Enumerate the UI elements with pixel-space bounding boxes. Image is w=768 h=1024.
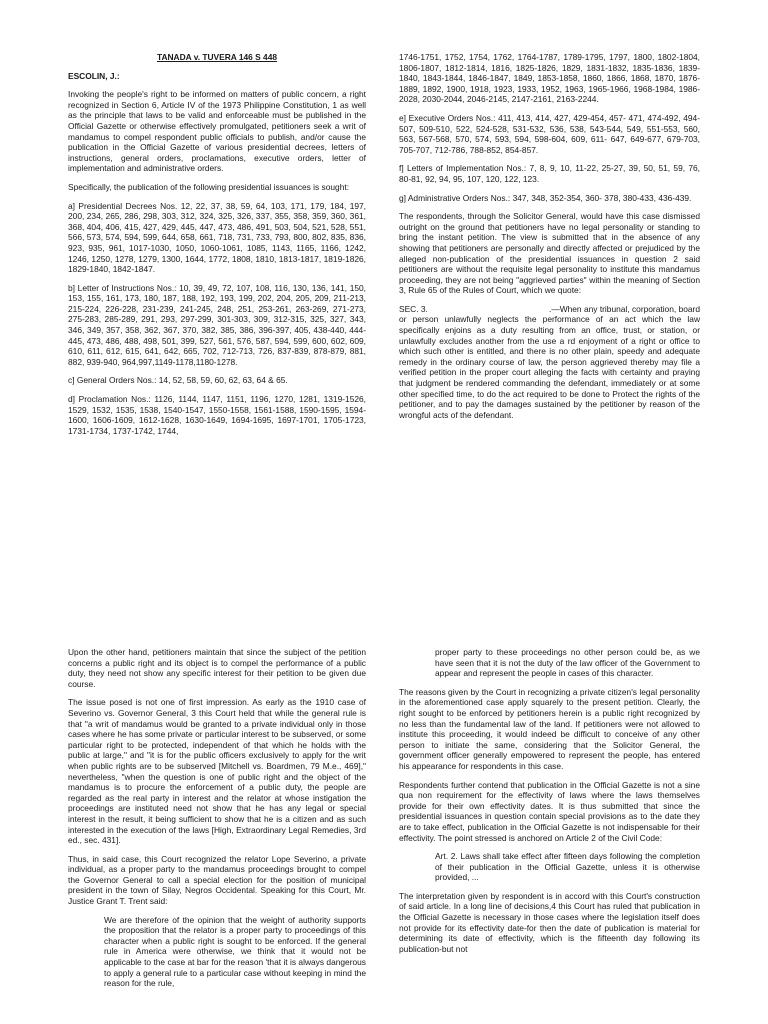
paragraph: b] Letter of Instructions Nos.: 10, 39, 49, 72, 107, 108, 116, 130, 136, 141, 150, 153, 155, 161, 173, 180, 187, 188, 192, 193, 199, 202, 204, 205, 209, 211-213, 215-224, 226-228, 231-239, 241-245, 248, 251, 253-261, 263-269, 271-273, 275-283, 285-289, 291, 293, 297-299, 301-303, 309, 312-315, 325, 327, 343, 346, 349, 357, 358, 362, 367, 370, 382, 385, 386, 396-397, 405, 438-440, 444- 445, 473, 486, 488, 498, 501, 399, 527, 561, 576, 587, 594, 599, 600, 602, 609, 610, 611, 612, 615, 641, 642, 665, 702, 712-713, 726, 837-839, 878-879, 881, 882, 939-940, 964,997,1149-1178,1180-1278. xyxy=(68,282,366,367)
paragraph: e] Executive Orders Nos.: 411, 413, 414, 427, 429-454, 457- 471, 474-492, 494-507, 509-510, 522, 524-528, 531-532, 536, 538, 543-544, 549, 551-553, 560, 563, 567-568, 570, 574, 593, 594, 598-604, 609, 611- 647, 649-677, 679-703, 705-707, 712-786, 788-852, 854-857. xyxy=(399,112,700,155)
column-bottom-left xyxy=(68,647,366,997)
paragraph: g] Administrative Orders Nos.: 347, 348, 352-354, 360- 378, 380-433, 436-439. xyxy=(399,192,692,203)
section-text: .—When any tribunal, corporation, board or person unlawfully neglects the performance of an act which the law specifically enjoins as a duty resulting from an office, trust, or station, or unlawfully excludes another from the use a rd enjoyment of a right or office to which such other is entitled, and there is no other plain, speedy and adequate remedy in the ordinary course of law, the person aggrieved thereby may file a verified petition in the proper court alleging the facts with certainty and praying that judgment be rendered commanding the defendant, immediately or at some other specified time, to do the act required to be done to Protect the rights of the petitioner, and to pay the damages sustained by the petitioner by reason of the wrongful acts of the defendant. xyxy=(399,303,700,420)
block-quote: Art. 2. Laws shall take effect after fifteen days following the completion of their publication in the Official Gazette, unless it is otherwise provided, ... xyxy=(435,851,700,883)
rule-section-quote xyxy=(399,304,700,421)
section-label: SEC. 3. xyxy=(399,303,428,314)
block-quote: We are therefore of the opinion that the weight of authority supports the proposition that the relator is a proper party to proceedings of this character when a public right is sought to be enforced. If the general rule in America were otherwise, we think that it would not be applicable to the case at bar for the reason 'that it is always dangerous to apply a general rule to a particular case without keeping in mind the reason for the rule, xyxy=(104,914,366,989)
paragraph: d] Proclamation Nos.: 1126, 1144, 1147, 1151, 1196, 1270, 1281, 1319-1526, 1529, 1532, 1535, 1538, 1540-1547, 1550-1558, 1561-1588, 1590-1595, 1594-1600, 1606-1609, 1612-1628, 1630-1649, 1694-1695, 1697-1701, 1705-1723, 1731-1734, 1737-1742, 1744, xyxy=(68,394,366,436)
paragraph: a] Presidential Decrees Nos. 12, 22, 37, 38, 59, 64, 103, 171, 179, 184, 197, 200, 234, 265, 286, 298, 303, 312, 324, 325, 326, 337, 355, 358, 359, 360, 361, 368, 404, 406, 415, 427, 429, 445, 447, 473, 486, 491, 503, 504, 521, 528, 551, 566, 573, 574, 594, 599, 644, 658, 661, 718, 731, 733, 793, 800, 802, 835, 836, 923, 935, 961, 1017-1030, 1050, 1060-1061, 1085, 1143, 1165, 1166, 1242, 1246, 1250, 1278, 1279, 1300, 1644, 1772, 1808, 1810, 1813-1817, 1819-1826, 1829-1840, 1842-1847. xyxy=(68,200,366,275)
case-title: TANADA v. TUVERA 146 S 448 xyxy=(156,52,278,62)
paragraph: Thus, in said case, this Court recognized the relator Lope Severino, a private individual, as a proper party to the mandamus proceedings brought to compel the Governor General to call a special election for the position of municipal president in the town of Silay, Negros Occidental. Speaking for this Court, Mr. Justice Grant T. Trent said: xyxy=(68,853,366,907)
paragraph: The issue posed is not one of first impression. As early as the 1910 case of Severino vs. Governor General, 3 this Court held that while the general rule is that "a writ of mandamus would be granted to a private individual only in those cases where he has some private or particular interest to be subserved, or some particular right to be protected, independent of that which he holds with the public at large," and "it is for the public officers exclusively to apply for the writ when public rights are to be subserved [Mitchell vs. Boardmen, 79 M.e., 469]," nevertheless, "when the question is one of public right and the object of the mandamus is to procure the enforcement of a public duty, the people are regarded as the real party in interest and the relator at whose instigation the proceedings are instituted need not show that he has any legal or special interest in the result, it being sufficient to show that he is a citizen and as such interested in the execution of the laws [High, Extraordinary Legal Remedies, 3rd ed., sec. 431]. xyxy=(68,697,366,846)
paragraph: The interpretation given by respondent is in accord with this Court's construction of said article. In a long line of decisions,4 this Court has ruled that publication in the Official Gazette is necessary in those cases where the legislation itself does not provide for its effectivity date-for then the date of publication is material for determining its date of effectivity, which is the fifteenth day following its publication-but not xyxy=(399,890,700,954)
paragraph: f] Letters of Implementation Nos.: 7, 8, 9, 10, 11-22, 25-27, 39, 50, 51, 59, 76, 80-81, 92, 94, 95, 107, 120, 122, 123. xyxy=(399,163,700,184)
paragraph: 1746-1751, 1752, 1754, 1762, 1764-1787, 1789-1795, 1797, 1800, 1802-1804, 1806-1807, 1812-1814, 1816, 1825-1826, 1829, 1831-1832, 1835-1836, 1839-1840, 1843-1844, 1846-1847, 1849, 1853-1858, 1860, 1866, 1868, 1870, 1876-1889, 1892, 1900, 1918, 1923, 1933, 1952, 1963, 1965-1966, 1968-1984, 1986-2028, 2030-2044, 2046-2145, 2147-2161, 2163-2244. xyxy=(399,52,700,105)
column-top-left xyxy=(68,52,366,444)
paragraph: Upon the other hand, petitioners maintain that since the subject of the petition concerns a public right and its object is to compel the performance of a public duty, they need not show any specific interest for their petition to be given due course. xyxy=(68,647,366,689)
column-bottom-right xyxy=(399,647,700,962)
paragraph: Respondents further contend that publication in the Official Gazette is not a sine qua non requirement for the effectivity of laws where the laws themselves provide for their own effectivity dates. It is thus submitted that since the presidential issuances in question contain special provisions as to the date they are to take effect, publication in the Official Gazette is not indispensable for their effectivity. The point stressed is anchored on Article 2 of the Civil Code: xyxy=(399,779,700,843)
paragraph: Specifically, the publication of the following presidential issuances is sought: xyxy=(68,181,350,192)
paragraph: The respondents, through the Solicitor General, would have this case dismissed outright on the ground that petitioners have no legal personality or standing to bring the instant petition. The view is submitted that in the absence of any showing that petitioners are personally and directly affected or prejudiced by the alleged non-publication of the presidential issuances in question 2 said petitioners are without the requisite legal personality to institute this mandamus proceeding, they are not being "aggrieved parties" within the meaning of Section 3, Rule 65 of the Rules of Court, which we quote: xyxy=(399,211,700,296)
ponente-name: ESCOLIN, J.: xyxy=(68,70,120,81)
paragraph: c] General Orders Nos.: 14, 52, 58, 59, 60, 62, 63, 64 & 65. xyxy=(68,375,288,386)
paragraph: Invoking the people's right to be informed on matters of public concern, a right recognized in Section 6, Article IV of the 1973 Philippine Constitution, 1 as well as the principle that laws to be valid and enforceable must be published in the Official Gazette or otherwise effectively promulgated, petitioners seek a writ of mandamus to compel respondent public officials to publish, and/or cause the publication in the Official Gazette of various presidential decrees, letters of instructions, general orders, proclamations, executive orders, letter of implementation and administrative orders. xyxy=(68,89,366,174)
block-quote: proper party to these proceedings no other person could be, as we have seen that it is not the duty of the law officer of the Government to appear and represent the people in cases of this character. xyxy=(435,647,700,679)
paragraph: The reasons given by the Court in recognizing a private citizen's legal personality in the aforementioned case apply squarely to the present petition. Clearly, the right sought to be enforced by petitioners herein is a public right recognized by no less than the fundamental law of the land. If petitioners were not allowed to institute this proceeding, it would indeed be difficult to conceive of any other person to initiate the same, considering that the Solicitor General, the government officer generally empowered to represent the people, has entered his appearance for respondents in this case. xyxy=(399,686,700,771)
column-top-right xyxy=(399,52,700,428)
